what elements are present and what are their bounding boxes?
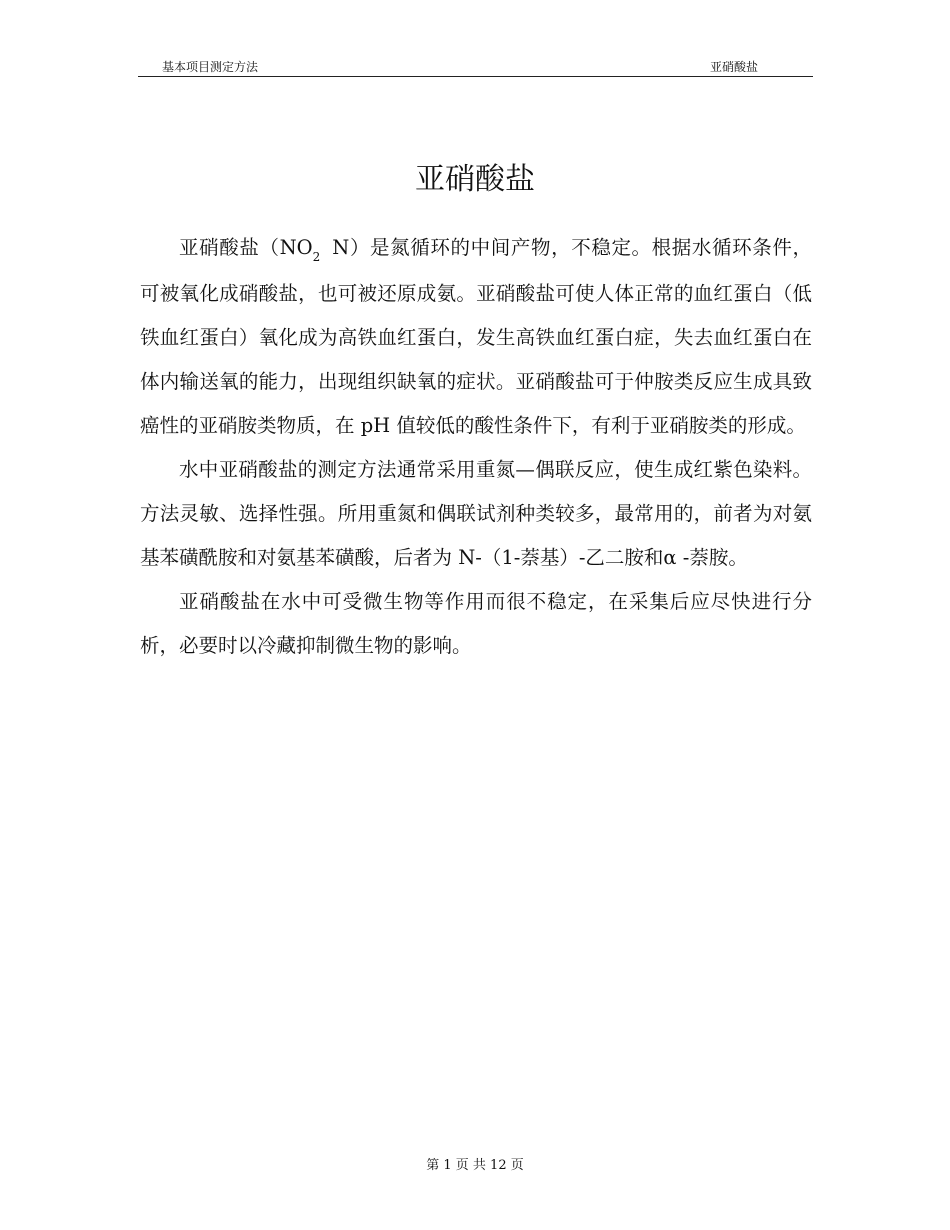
page-header [138,56,813,77]
document-title: 亚硝酸盐 [415,162,535,197]
subscript-2: 2 [312,250,321,264]
document-body [140,226,812,668]
header-section-title: 基本项目测定方法 [162,60,259,74]
paragraph-introduction [140,226,812,448]
page-number: 第 1 页 共 12 页 [426,1158,524,1173]
paragraph-1-start: 亚硝酸盐（NO [179,236,313,259]
page-footer [0,1157,950,1175]
paragraph-preservation: 亚硝酸盐在水中可受微生物等作用而很不稳定，在采集后应尽快进行分析，必要时以冷藏抑制微生物的影响。 [140,590,812,657]
paragraph-1-rest: N）是氮循环的中间产物，不稳定。根据水循环条件，可被氧化成硝酸盐，也可被还原成氨。亚硝酸盐可使人体正常的血红蛋白（低铁血红蛋白）氧化成为高铁血红蛋白，发生高铁血红蛋白症，失去血红蛋白在体内输送氧的能力，出现组织缺氧的症状。亚硝酸盐可于仲胺类反应生成具致癌性的亚硝胺类物质，在 pH 值较低的酸性条件下，有利于亚硝胺类的形成。 [140,236,812,437]
header-chapter-title: 亚硝酸盐 [709,60,758,74]
paragraph-method: 水中亚硝酸盐的测定方法通常采用重氮—偶联反应，使生成红紫色染料。方法灵敏、选择性强。所用重氮和偶联试剂种类较多，最常用的，前者为对氨基苯磺酰胺和对氨基苯磺酸，后者为 N-（1-萘基）-乙二胺和α -萘胺。 [140,458,812,569]
